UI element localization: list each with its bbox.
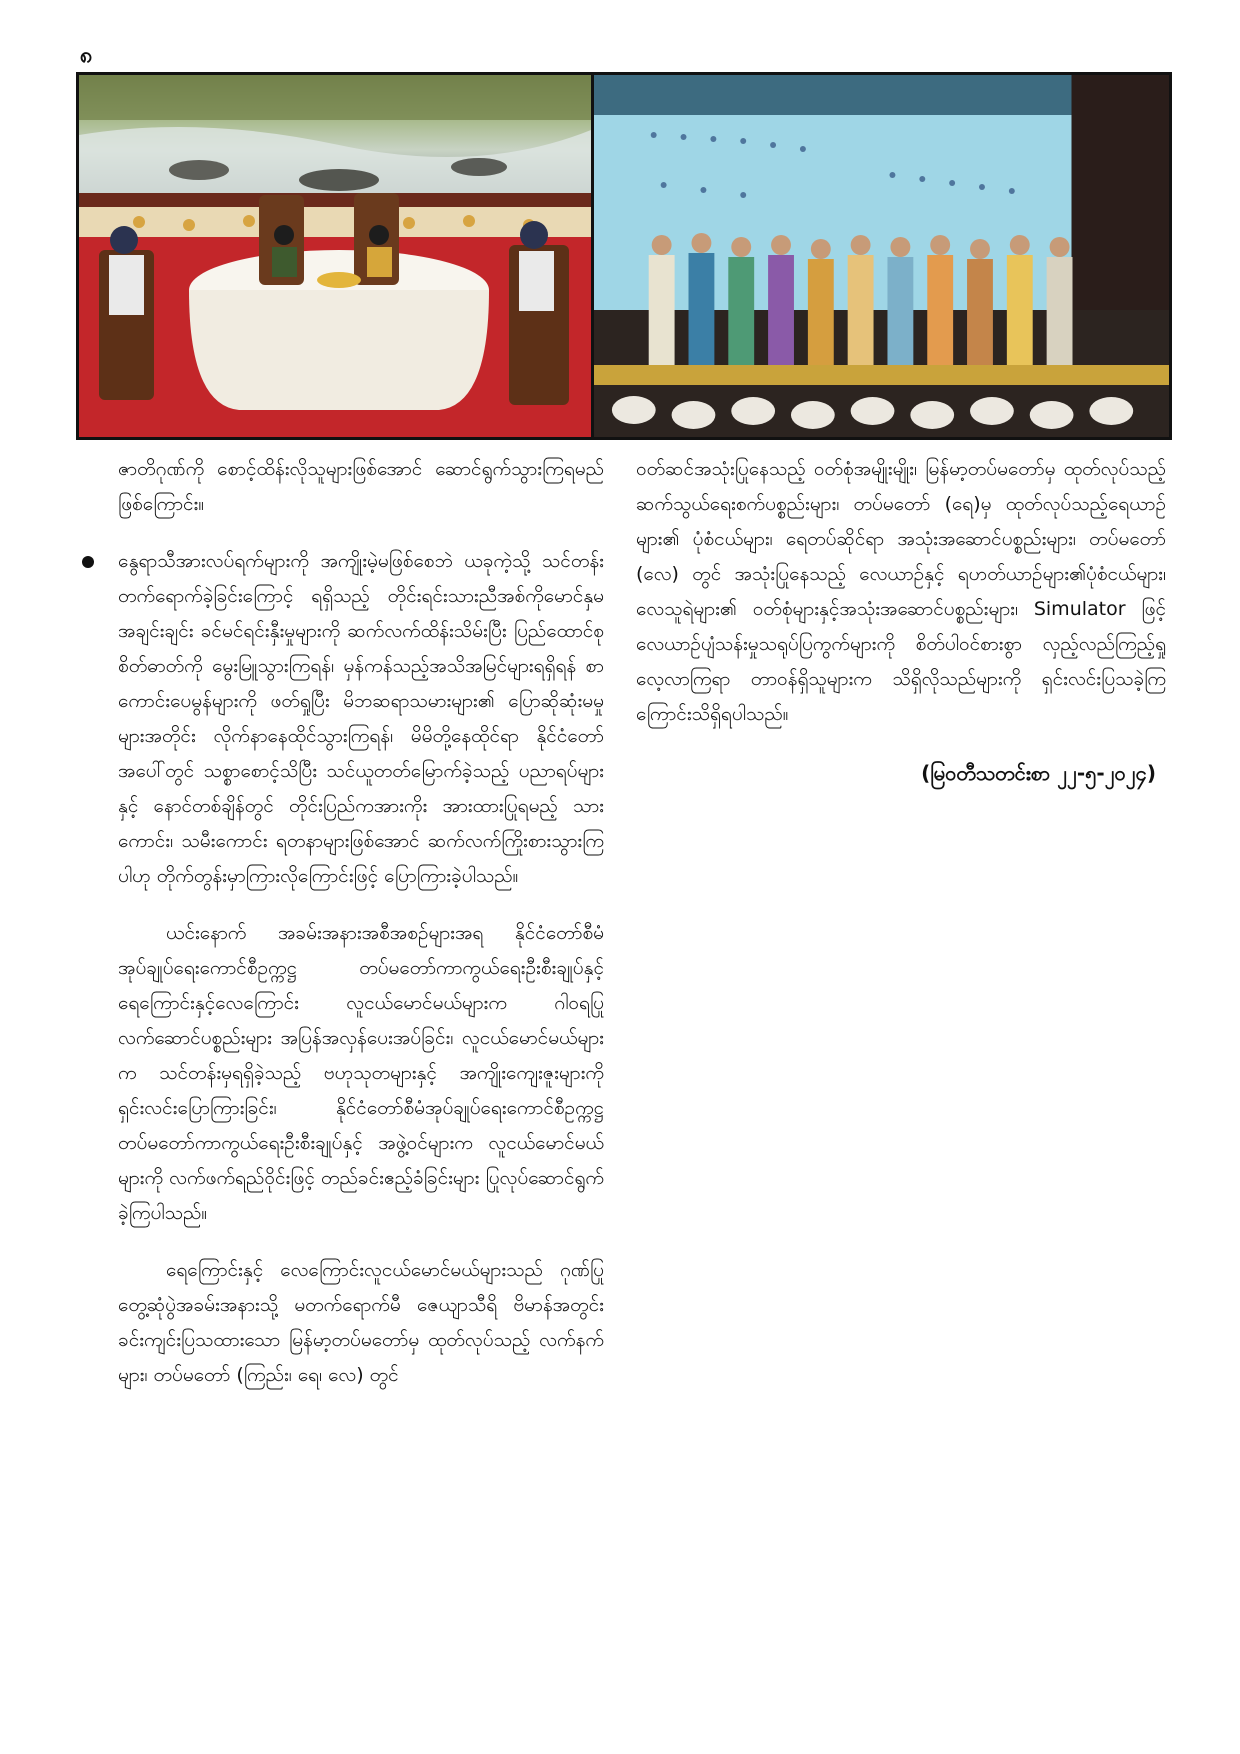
- body-paragraph: ရေကြောင်းနှင့် လေကြောင်းလူငယ်မောင်မယ်များသည် ဂုဏ်ပြုတွေ့ဆုံပွဲအခမ်းအနားသို့ မတက်ရောက်မီ ဇေယျာသီရိ ဗိမာန်အတွင်း ခင်းကျင်းပြသထားသော မြန်မာ့တပ်မတော်မှ ထုတ်လုပ်သည့် လက်နက်များ၊ တပ်မတော် (ကြည်း၊ ရေ၊ လေ) တွင်: [118, 1259, 604, 1386]
- bullet-text: နွေရာသီအားလပ်ရက်များကို အကျိုးမဲ့မဖြစ်စေဘဲ ယခုကဲ့သို့ သင်တန်းတက်ရောက်ခဲ့ခြင်းကြောင့် ရရှိသည့် တိုင်းရင်းသားညီအစ်ကိုမောင်နှမအချင်းချင်း ခင်မင်ရင်းနှီးမှုများကို ဆက်လက်ထိန်းသိမ်းပြီး ပြည်ထောင်စုစိတ်ဓာတ်ကို မွေးမြူသွားကြရန်၊ မှန်ကန်သည့်အသိအမြင်များရရှိရန် စာကောင်းပေမွန်များကို ဖတ်ရှုပြီး မိဘဆရာသမားများ၏ ပြောဆိုဆုံးမမှုများအတိုင်း လိုက်နာနေထိုင်သွားကြရန်၊ မိမိတို့နေထိုင်ရာ နိုင်ငံတော်အပေါ်တွင် သစ္စာစောင့်သိပြီး သင်ယူတတ်မြောက်ခဲ့သည့် ပညာရပ်များနှင့် နောင်တစ်ချိန်တွင် တိုင်းပြည်ကအားကိုး အားထားပြုရမည့် သားကောင်း၊ သမီးကောင်း ရတနာများဖြစ်အောင် ဆက်လက်ကြိုးစားသွားကြပါဟု တိုက်တွန်းမှာကြားလိုကြောင်းဖြင့် ပြောကြားခဲ့ပါသည်။: [118, 550, 604, 887]
- bullet-list: [118, 544, 604, 894]
- intro-paragraph: ဇာတိဂုဏ်ကို စောင့်ထိန်းလိုသူများဖြစ်အောင် ဆောင်ရွက်သွားကြရမည်ဖြစ်ကြောင်း။: [118, 458, 604, 515]
- page-number: ၈: [80, 43, 93, 68]
- stage-performance-photo: [594, 75, 1169, 437]
- body-paragraph: ဝတ်ဆင်အသုံးပြုနေသည့် ဝတ်စုံအမျိုးမျိုး၊ မြန်မာ့တပ်မတော်မှ ထုတ်လုပ်သည့် ဆက်သွယ်ရေးစက်ပစ္စည်းများ၊ တပ်မတော် (ရေ)မှ ထုတ်လုပ်သည့်ရေယာဉ်များ၏ ပုံစံငယ်များ၊ ရေတပ်ဆိုင်ရာ အသုံးအဆောင်ပစ္စည်းများ၊ တပ်မတော် (လေ) တွင် အသုံးပြုနေသည့် လေယာဉ်နှင့် ရဟတ်ယာဉ်များ၏ပုံစံငယ်များ၊ လေသူရဲများ၏ ဝတ်စုံများနှင့်အသုံးအဆောင်ပစ္စည်းများ၊ Simulator ဖြင့် လေယာဉ်ပျံသန်းမှုသရုပ်ပြကွက်များကို စိတ်ပါဝင်စားစွာ လှည့်လည်ကြည့်ရှုလေ့လာကြရာ တာဝန်ရှိသူများက သိရှိလိုသည်များကို ရှင်းလင်းပြသခဲ့ကြကြောင်းသိရှိရပါသည်။: [636, 458, 1166, 725]
- dinner-reception-photo-icon: [79, 75, 591, 437]
- right-column: [636, 452, 1166, 791]
- body-paragraph: ယင်းနောက် အခမ်းအနားအစီအစဉ်များအရ နိုင်ငံတော်စီမံအုပ်ချုပ်ရေးကောင်စီဥက္ကဋ္ဌ တပ်မတော်ကာကွယ်ရေးဦးစီးချုပ်နှင့် ရေကြောင်းနှင့်လေကြောင်း လူငယ်မောင်မယ်များက ဂါဝရပြုလက်ဆောင်ပစ္စည်းများ အပြန်အလှန်ပေးအပ်ခြင်း၊ လူငယ်မောင်မယ်များက သင်တန်းမှရရှိခဲ့သည့် ဗဟုသုတများနှင့် အကျိုးကျေးဇူးများကို ရှင်းလင်းပြောကြားခြင်း၊ နိုင်ငံတော်စီမံအုပ်ချုပ်ရေးကောင်စီဥက္ကဋ္ဌ တပ်မတော်ကာကွယ်ရေးဦးစီးချုပ်နှင့် အဖွဲ့ဝင်များက လူငယ်မောင်မယ်များကို လက်ဖက်ရည်ဝိုင်းဖြင့် တည်ခင်းဧည့်ခံခြင်းများ ပြုလုပ်ဆောင်ရွက်ခဲ့ကြပါသည်။: [118, 922, 604, 1224]
- list-item: [118, 544, 604, 894]
- source-citation: (မြဝတီသတင်းစာ ၂၂-၅-၂၀၂၄): [921, 761, 1156, 785]
- left-column: [118, 452, 604, 1415]
- dinner-reception-photo: [79, 75, 594, 437]
- bullet-icon: [82, 556, 94, 568]
- stage-performance-photo-icon: [594, 75, 1169, 437]
- photo-strip: [76, 72, 1172, 440]
